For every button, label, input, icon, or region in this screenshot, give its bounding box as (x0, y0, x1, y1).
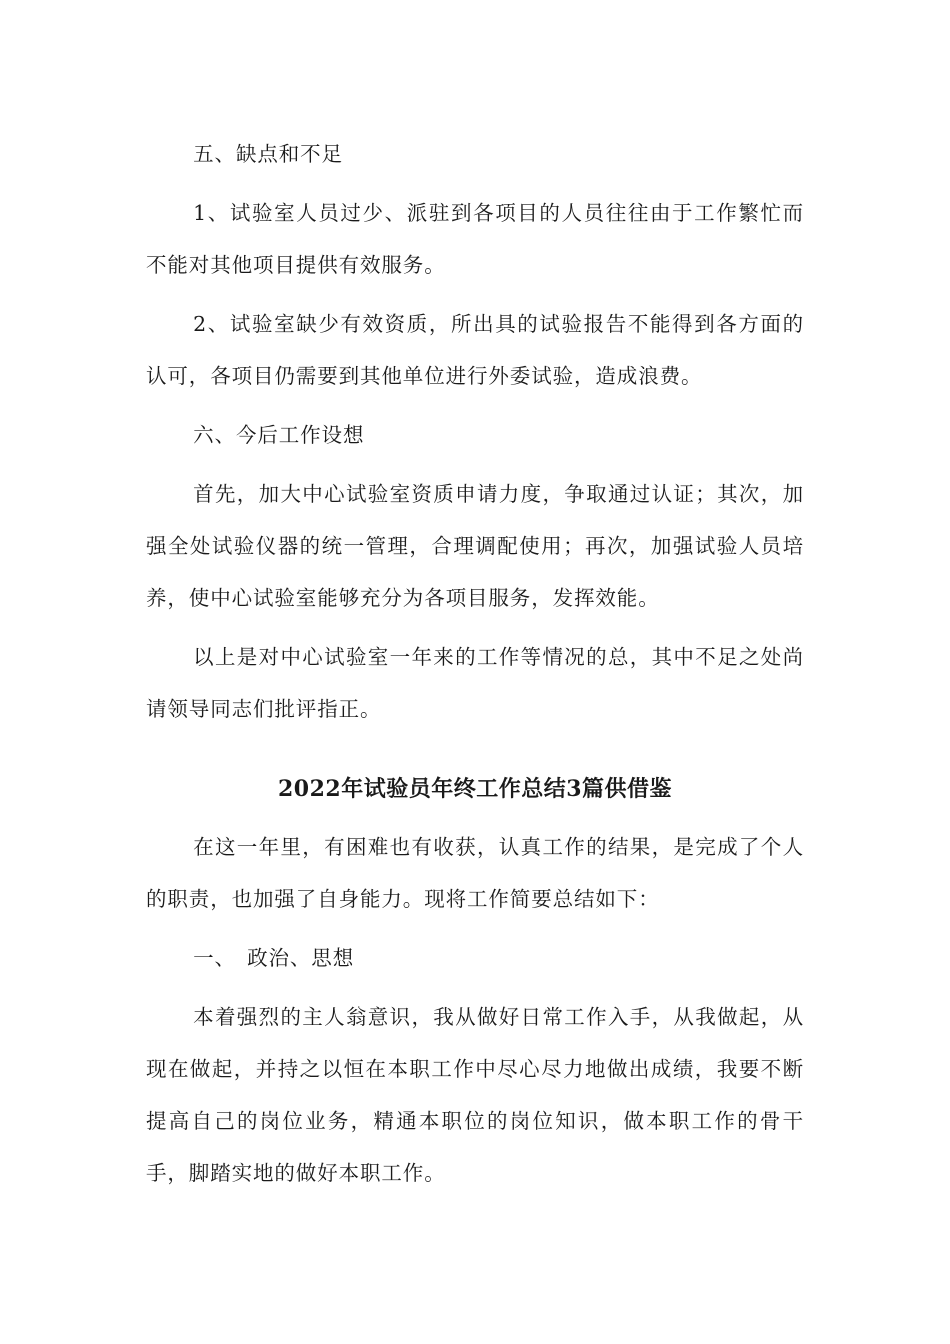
future-plan-paragraph: 首先，加大中心试验室资质申请力度，争取通过认证；其次，加强全处试验仪器的统一管理，合理调配使用；再次，加强试验人员培养，使中心试验室能够充分为各项目服务，发挥效能。 (146, 482, 804, 610)
heading-shortcomings: 五、缺点和不足 (193, 142, 343, 166)
shortcoming-item-2: 2、试验室缺少有效资质，所出具的试验报告不能得到各方面的认可，各项目仍需要到其他单位进行外委试验，造成浪费。 (146, 312, 804, 388)
document-page (146, 128, 804, 1206)
document-title: 2022年试验员年终工作总结3篇供借鉴 (277, 776, 673, 802)
intro-paragraph: 在这一年里，有困难也有收获，认真工作的结果，是完成了个人的职责，也加强了自身能力。现将工作简要总结如下： (146, 835, 804, 911)
closing-paragraph: 以上是对中心试验室一年来的工作等情况的总，其中不足之处尚请领导同志们批评指正。 (146, 645, 804, 721)
heading-politics-thought: 一、 政治、思想 (193, 946, 355, 970)
shortcoming-item-1: 1、试验室人员过少、派驻到各项目的人员往往由于工作繁忙而不能对其他项目提供有效服务。 (146, 201, 804, 277)
body-paragraph: 本着强烈的主人翁意识，我从做好日常工作入手，从我做起，从现在做起，并持之以恒在本职工作中尽心尽力地做出成绩，我要不断提高自己的岗位业务，精通本职位的岗位知识，做本职工作的骨干手，脚踏实地的做好本职工作。 (146, 1005, 804, 1185)
heading-future-plans: 六、今后工作设想 (193, 423, 365, 447)
